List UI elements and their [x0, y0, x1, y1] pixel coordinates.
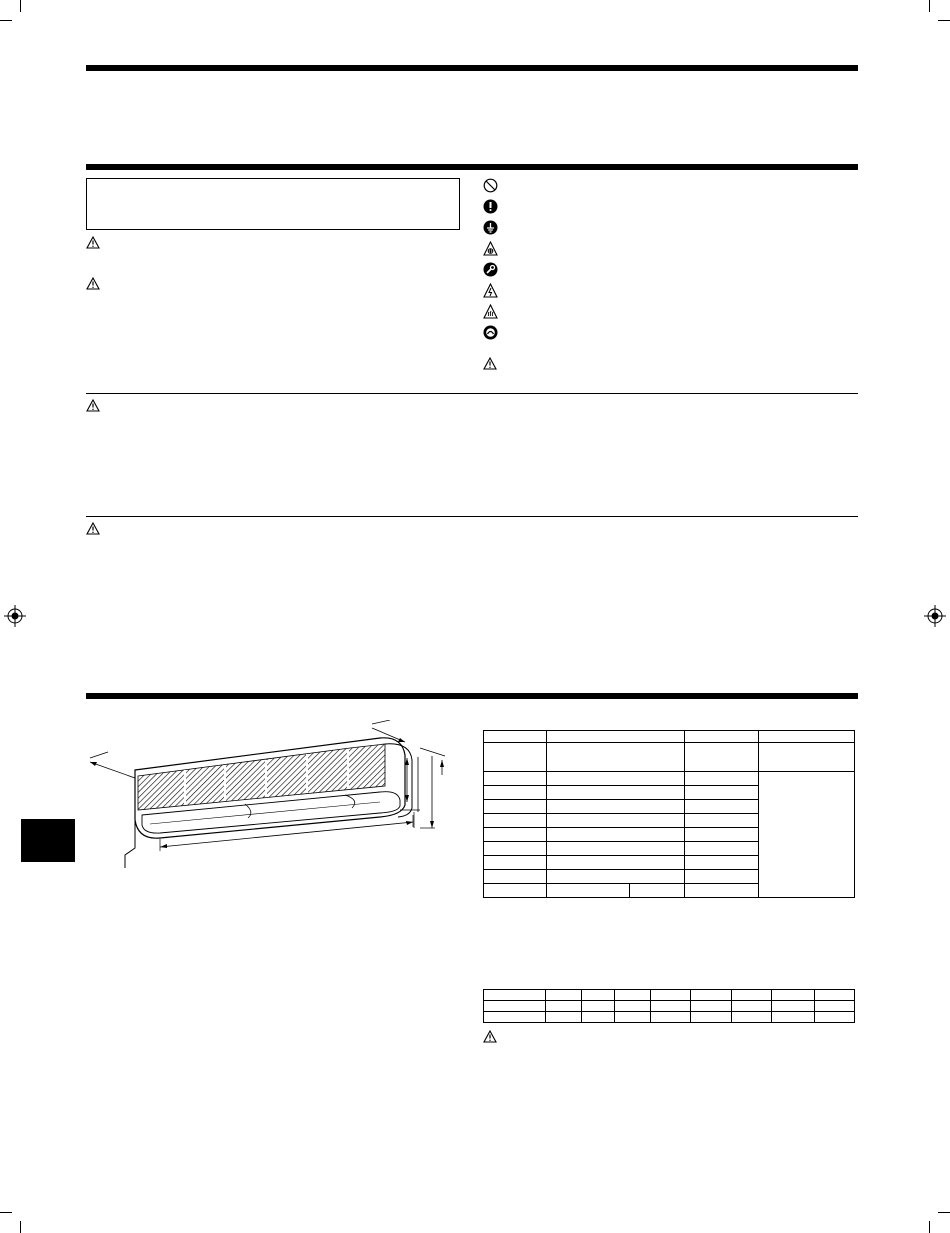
- warning-triangle-icon: [86, 399, 100, 412]
- warning-triangle-icon: [86, 522, 100, 535]
- crop-mark: [20, 0, 21, 12]
- registration-mark-icon: [924, 605, 946, 627]
- rotating-fan-warning-icon: [483, 241, 498, 256]
- crop-mark: [20, 1221, 21, 1233]
- specification-table: [483, 730, 855, 898]
- hot-surface-warning-icon: [483, 304, 498, 319]
- section-rule-installation: [86, 693, 858, 699]
- warning-triangle-icon: [86, 236, 100, 249]
- crop-mark: [938, 1212, 950, 1213]
- crop-mark: [929, 0, 930, 12]
- ground-circle-icon: [483, 220, 498, 235]
- hand-circle-icon: [483, 325, 498, 340]
- prohibited-circle-icon: [483, 178, 498, 193]
- notice-box: [86, 178, 460, 230]
- warning-triangle-icon: [86, 277, 100, 290]
- indoor-unit-dimension-drawing: [80, 720, 450, 875]
- crop-mark: [0, 20, 12, 21]
- header-rule: [86, 65, 858, 71]
- electric-shock-warning-icon: [483, 283, 498, 298]
- pipe-length-table: [483, 989, 855, 1023]
- exclamation-circle-icon: [483, 199, 498, 214]
- crop-mark: [938, 20, 950, 21]
- wrench-circle-icon: [483, 262, 498, 277]
- warning-triangle-icon: [483, 1030, 497, 1043]
- section-rule-safety: [86, 164, 858, 170]
- crop-mark: [0, 1212, 12, 1213]
- divider-rule: [86, 516, 858, 517]
- registration-mark-icon: [4, 605, 26, 627]
- divider-rule: [86, 393, 858, 394]
- crop-mark: [929, 1221, 930, 1233]
- warning-triangle-icon: [483, 357, 497, 370]
- language-side-tab: [21, 819, 75, 862]
